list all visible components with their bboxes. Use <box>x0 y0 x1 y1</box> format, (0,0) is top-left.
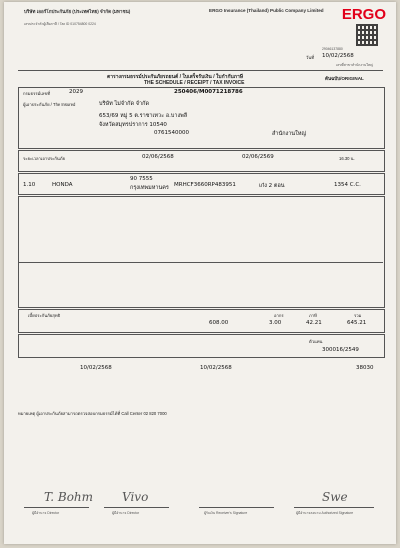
issue-date: 10/02/2568 <box>322 53 354 59</box>
stamp-duty-label: อากร <box>274 313 284 318</box>
insured-name: บริษัท ไม่จำกัด จำกัด <box>99 101 150 107</box>
vehicle-model-code: 1.10 <box>23 182 36 188</box>
signature-2: Vivo <box>122 490 149 504</box>
qr-code <box>356 24 378 46</box>
insured-address: 653/69 หมู่ 5 ต.ราชาเทวะ อ.บางพลี <box>99 113 188 119</box>
agent-label: ตัวแทน <box>309 339 323 344</box>
total-premium: 645.21 <box>347 320 367 326</box>
policy-number: 250406/M0071218786 <box>174 89 243 95</box>
signature-3: Swe <box>322 490 348 504</box>
policy-document <box>4 2 396 544</box>
period-from: 02/06/2568 <box>142 154 174 160</box>
policy-label: กรมธรรม์เลขที่ <box>23 91 50 96</box>
vat: 42.21 <box>306 320 322 326</box>
signature-1: T. Bohm <box>44 490 94 504</box>
insured-label: ผู้เอาประกันภัย / The Insured <box>23 102 76 107</box>
total-label: รวม <box>354 313 362 318</box>
receiver-label: ผู้รับเงิน Receiver's Signature <box>204 511 248 515</box>
company-name-en: ERGO Insurance (Thailand) Public Company Limited <box>209 8 324 13</box>
vehicle-seats: เก๋ง 2 ตอน <box>259 183 285 189</box>
company-name-th: บริษัท เออร์โกประกันภัย (ประเทศไทย) จำกัด (มหาชน) <box>24 9 131 14</box>
agent-code: 300016/2549 <box>322 347 359 353</box>
insured-phone: 0761540000 <box>154 130 189 136</box>
net-premium: 608.00 <box>209 320 229 326</box>
title-en: THE SCHEDULE / RECEIPT / TAX INVOICE <box>144 80 245 86</box>
vehicle-plate: กรุงเทพมหานคร <box>130 185 169 191</box>
insured-province: จังหวัดสมุทรปราการ 10540 <box>99 122 167 128</box>
qr-caption: 29046137880 <box>322 47 343 51</box>
vehicle-cc: 1354 C.C. <box>334 182 361 188</box>
signer-1-label: ผู้มีอำนาจ Director <box>32 511 60 515</box>
period-time: 16.30 น. <box>339 156 355 161</box>
ergo-logo: ERGO <box>341 6 386 23</box>
net-premium-label: เบี้ยประกันภัยสุทธิ <box>28 313 61 318</box>
authorized-label: ผู้มีอำนาจลงนาม Authorized Signature <box>296 511 354 515</box>
stamp-duty: 3.00 <box>269 320 282 326</box>
remark: หมายเหตุ ผู้เอาประกันภัยสามารถตรวจสอบกรมธรรม์ได้ที่ Call Center 02 820 7000 <box>18 411 167 416</box>
footer-code: 38030 <box>356 365 374 371</box>
vehicle-chassis: MRHCF3660RP483951 <box>174 182 236 188</box>
original-label: ต้นฉบับ/ORIGINAL <box>325 76 364 81</box>
tax-id: เลขประจำตัวผู้เสียภาษี / Tax ID 010754800 0224 <box>24 22 96 26</box>
branch-label: เลขที่สาขาสำนักงานใหญ่ <box>336 63 373 67</box>
policy-year: 2029 <box>69 89 83 95</box>
issued-at: 10/02/2568 <box>80 365 112 371</box>
date-label: วันที่ <box>306 55 314 60</box>
title-th: ตารางกรมธรรม์ประกันภัยรถยนต์ / ใบเสร็จรับเงิน / ใบกำกับภาษี <box>107 74 244 80</box>
vehicle-make: HONDA <box>52 182 73 188</box>
period-to: 02/06/2569 <box>242 154 274 160</box>
receipt-date: 10/02/2568 <box>200 365 232 371</box>
branch-name: สำนักงานใหญ่ <box>272 131 307 137</box>
period-label: ระยะเวลาเอาประกันภัย <box>23 156 65 161</box>
signer-2-label: ผู้มีอำนาจ Director <box>112 511 140 515</box>
vat-label: ภาษี <box>309 313 317 318</box>
vehicle-body: 90 7555 <box>130 176 153 182</box>
